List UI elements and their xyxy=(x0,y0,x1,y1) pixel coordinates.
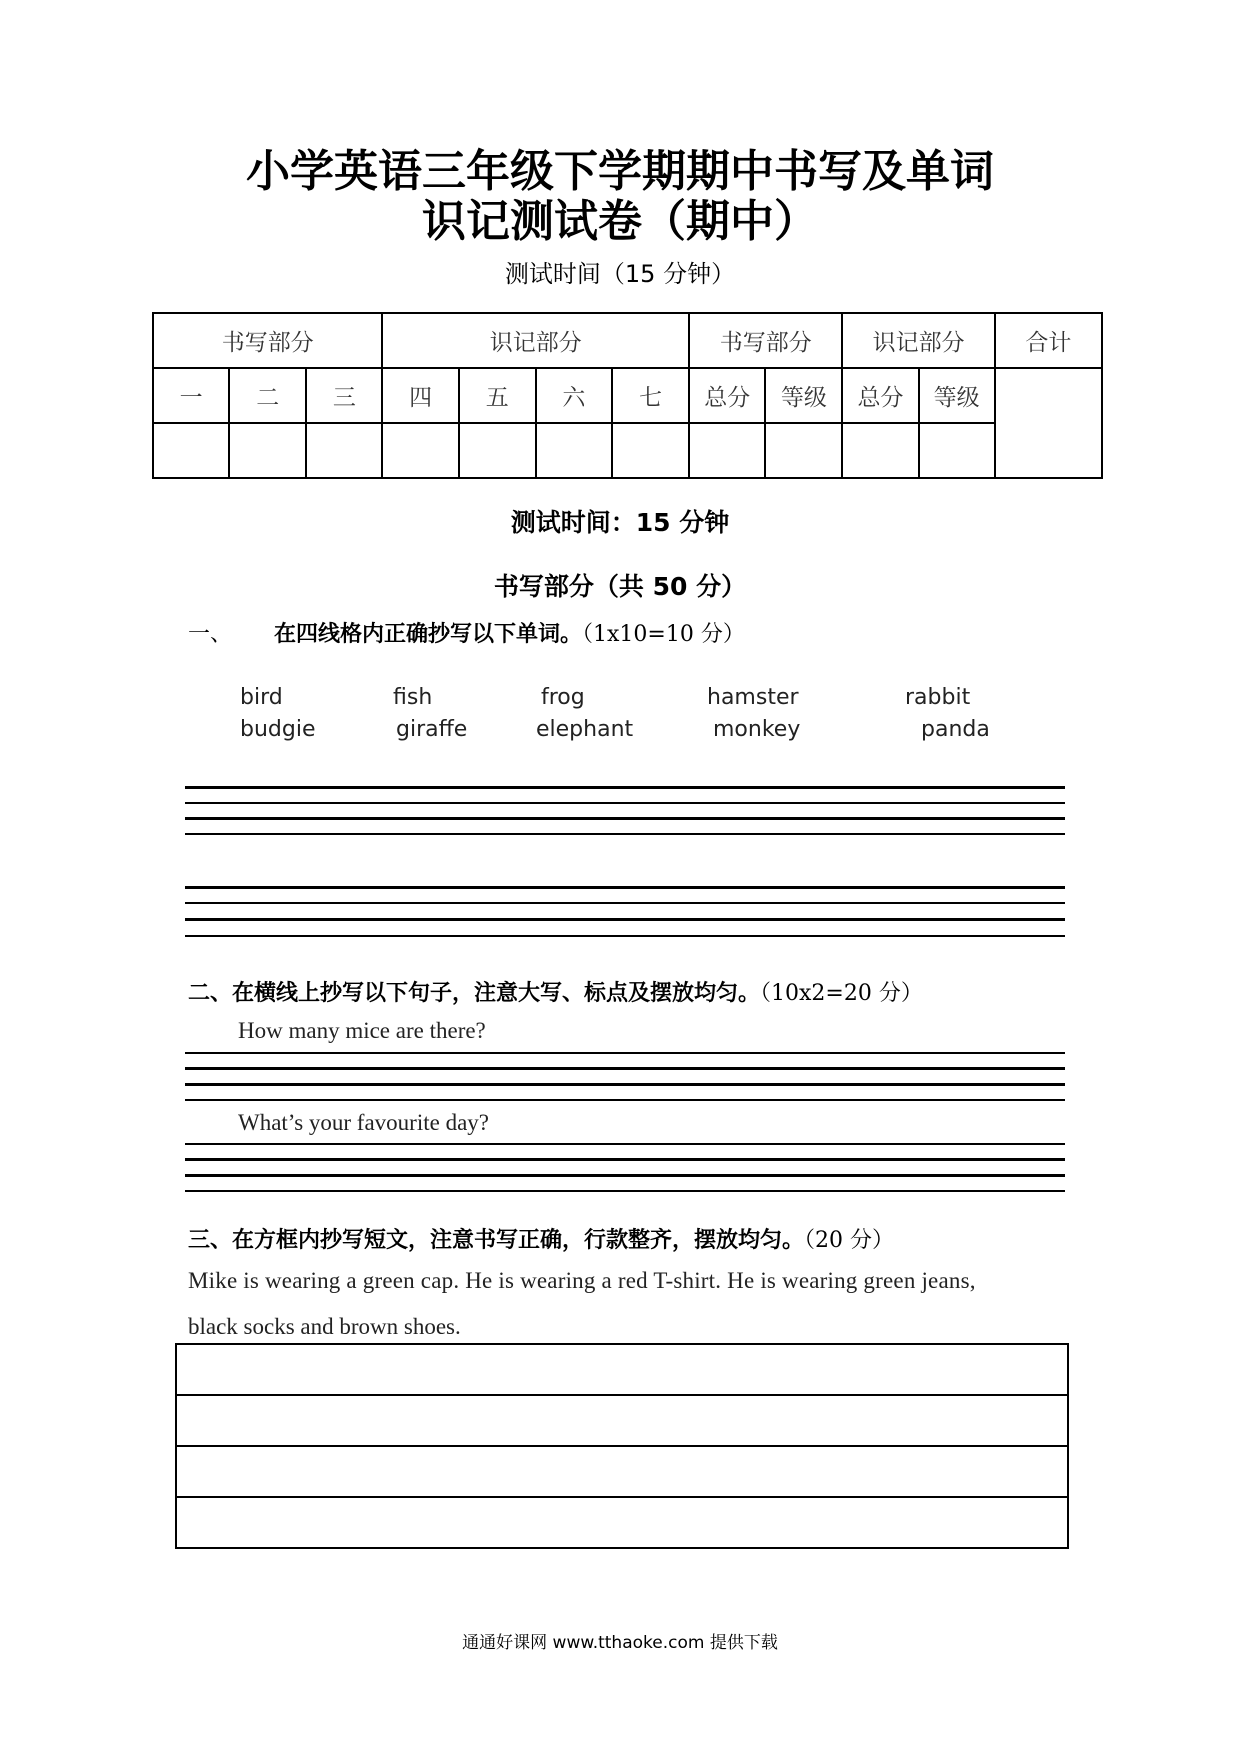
word-item: fish xyxy=(393,685,433,710)
word-item: elephant xyxy=(536,717,634,742)
score-cell xyxy=(842,423,918,478)
word-item: rabbit xyxy=(905,685,971,710)
writing-part-title: 书写部分（共 50 分） xyxy=(493,572,747,601)
score-cell xyxy=(229,423,306,478)
section-3-heading xyxy=(188,1223,894,1254)
grid-line xyxy=(185,935,1065,937)
copy-box xyxy=(175,1343,1069,1549)
score-cell xyxy=(536,423,612,478)
score-subheader-4: 四 xyxy=(382,368,458,423)
score-cell xyxy=(459,423,536,478)
time-note: 测试时间：15 分钟 xyxy=(510,508,730,537)
section-2-points: （10x2=20 分） xyxy=(760,981,923,1006)
footer-source: 通通好课网 www.tthaoke.com 提供下载 xyxy=(462,1633,778,1653)
score-cell xyxy=(306,423,382,478)
score-cell xyxy=(919,423,995,478)
grid-line xyxy=(185,1174,1065,1177)
score-subheader-recognition-grade: 等级 xyxy=(919,368,995,423)
score-cell xyxy=(612,423,689,478)
score-header-total: 合计 xyxy=(995,313,1102,368)
grid-line xyxy=(185,817,1065,820)
grid-line xyxy=(185,786,1065,789)
test-duration-subtitle: 测试时间（15 分钟） xyxy=(504,260,736,288)
section-1-points: （1x10=10 分） xyxy=(582,622,745,647)
copy-box-row xyxy=(177,1498,1067,1547)
word-item: budgie xyxy=(240,717,316,742)
score-cell-grand-total xyxy=(995,368,1102,478)
sentence-2: What’s your favourite day? xyxy=(238,1110,489,1135)
page-title-line-1: 小学英语三年级下学期期中书写及单词 xyxy=(246,146,994,197)
score-subheader-3: 三 xyxy=(306,368,382,423)
section-1-heading xyxy=(188,617,745,648)
grid-line xyxy=(185,1052,1065,1054)
sentence-1: How many mice are there? xyxy=(238,1018,486,1043)
word-item: giraffe xyxy=(396,717,468,742)
page-title-line-2: 识记测试卷（期中） xyxy=(422,196,818,247)
score-subheader-writing-total: 总分 xyxy=(689,368,765,423)
word-item: bird xyxy=(240,685,283,710)
score-subheader-2: 二 xyxy=(229,368,306,423)
score-subheader-recognition-total: 总分 xyxy=(842,368,918,423)
grid-line xyxy=(185,1158,1065,1161)
section-2-instruction: 在横线上抄写以下句子，注意大写、标点及摆放均匀。 xyxy=(232,981,761,1006)
copy-box-row xyxy=(177,1345,1067,1396)
grid-line xyxy=(185,886,1065,889)
score-cell xyxy=(153,423,229,478)
word-item: monkey xyxy=(713,717,801,742)
section-3-instruction: 在方框内抄写短文，注意书写正确，行款整齐，摆放均匀。 xyxy=(232,1228,805,1253)
section-3-points: （20 分） xyxy=(804,1228,895,1253)
word-item: hamster xyxy=(707,685,799,710)
grid-line xyxy=(185,918,1065,921)
copy-box-row xyxy=(177,1396,1067,1447)
section-3-number: 三、 xyxy=(188,1228,233,1253)
grid-line xyxy=(185,1143,1065,1145)
grid-line xyxy=(185,902,1065,904)
score-header-recognition-1: 识记部分 xyxy=(382,313,689,368)
score-cell xyxy=(382,423,458,478)
word-item: panda xyxy=(921,717,990,742)
score-cell xyxy=(689,423,765,478)
grid-line xyxy=(185,1083,1065,1086)
section-1-instruction: 在四线格内正确抄写以下单词。 xyxy=(274,622,583,647)
section-2-number: 二、 xyxy=(188,981,233,1006)
score-table xyxy=(152,312,1103,479)
copy-box-row xyxy=(177,1447,1067,1498)
score-subheader-writing-grade: 等级 xyxy=(765,368,842,423)
grid-line xyxy=(185,833,1065,835)
score-subheader-1: 一 xyxy=(153,368,229,423)
grid-line xyxy=(185,1190,1065,1192)
score-subheader-5: 五 xyxy=(459,368,536,423)
grid-line xyxy=(185,1067,1065,1070)
section-1-number: 一、 xyxy=(188,622,233,647)
score-header-recognition-2: 识记部分 xyxy=(842,313,994,368)
section-2-heading xyxy=(188,976,923,1007)
score-cell xyxy=(765,423,842,478)
score-subheader-7: 七 xyxy=(612,368,689,423)
passage-line-2: black socks and brown shoes. xyxy=(188,1314,461,1339)
score-header-writing-1: 书写部分 xyxy=(153,313,382,368)
grid-line xyxy=(185,1099,1065,1101)
score-subheader-6: 六 xyxy=(536,368,612,423)
grid-line xyxy=(185,802,1065,804)
passage-line-1: Mike is wearing a green cap. He is wearing a red T-shirt. He is wearing green jeans, xyxy=(188,1268,976,1293)
score-header-writing-2: 书写部分 xyxy=(689,313,842,368)
word-item: frog xyxy=(541,685,585,710)
